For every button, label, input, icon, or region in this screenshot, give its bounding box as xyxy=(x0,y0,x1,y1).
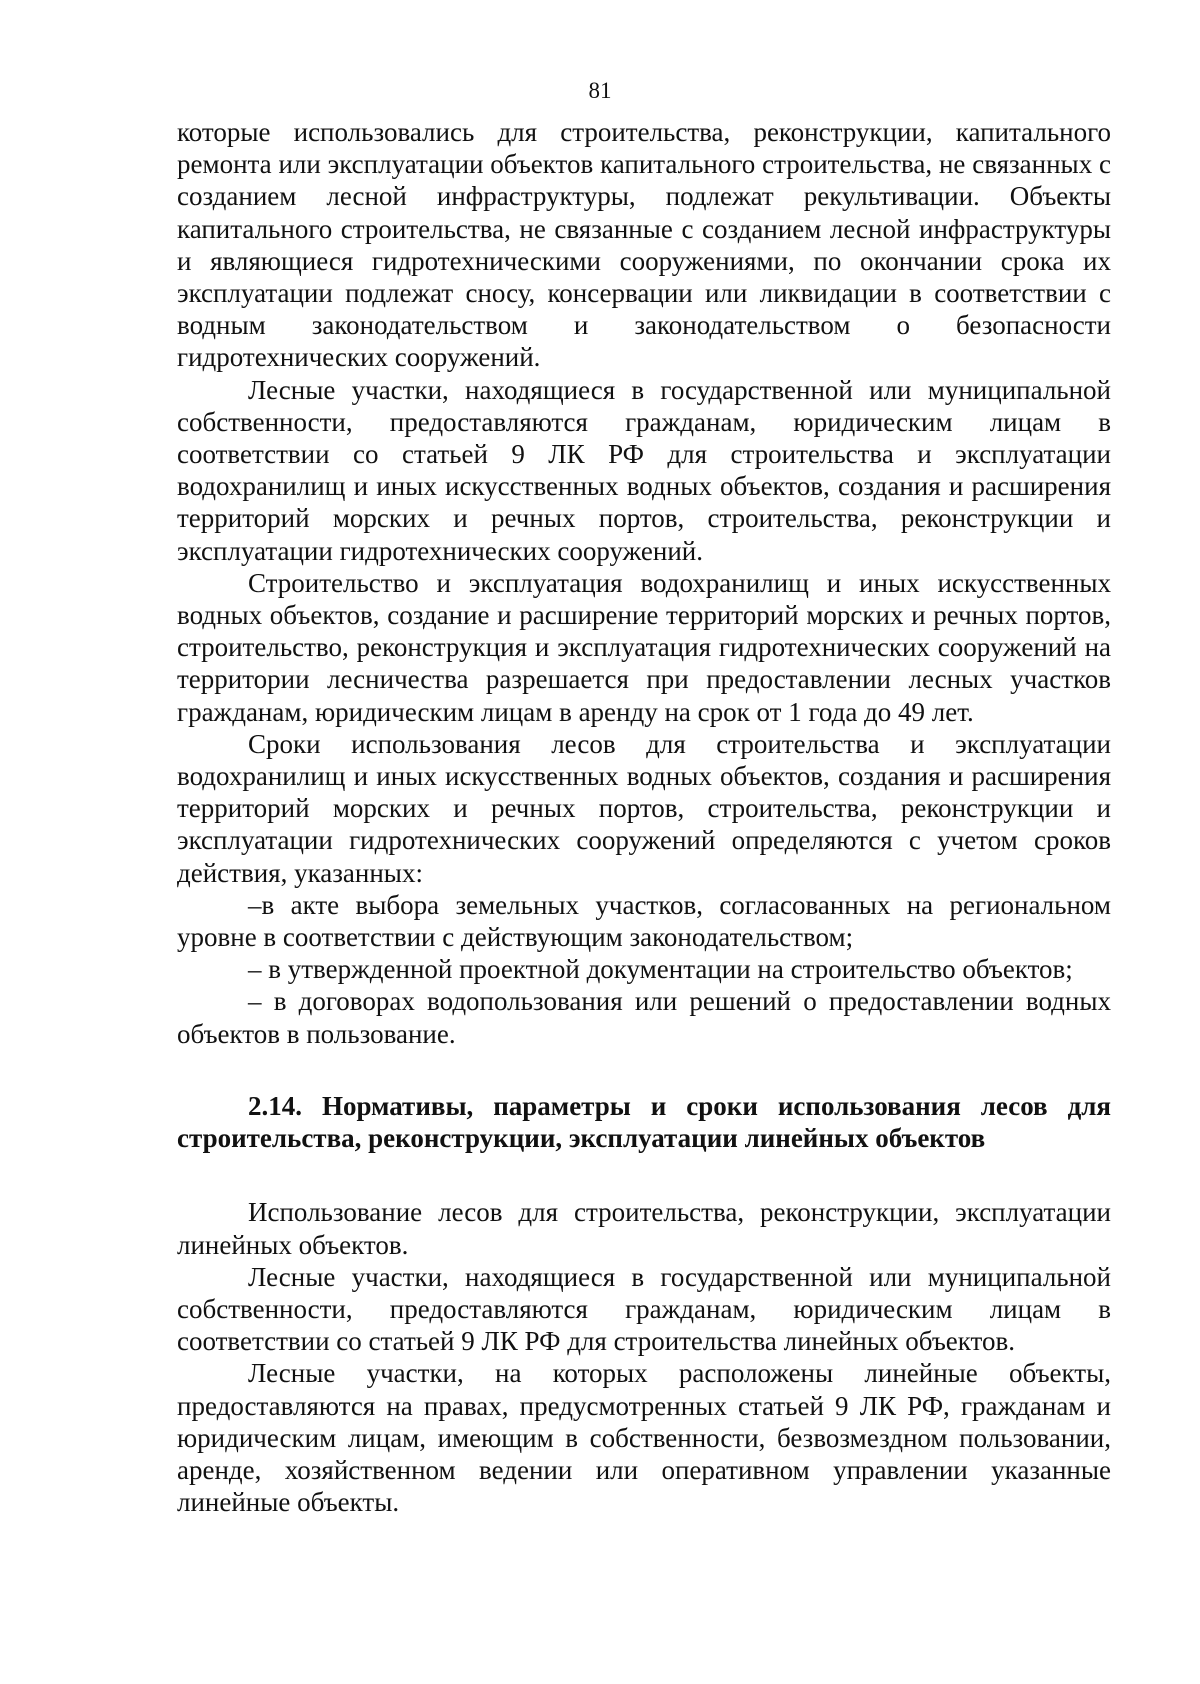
list-item: –в акте выбора земельных участков, согласованных на региональном уровне в соответствии с действующим законодательством; xyxy=(177,889,1111,953)
paragraph: Лесные участки, находящиеся в государственной или муниципальной собственности, предоставляются гражданам, юридическим лицам в соответствии со статьей 9 ЛК РФ для строительства линейных объектов. xyxy=(177,1261,1111,1357)
document-body xyxy=(177,116,1111,1518)
paragraph: Лесные участки, находящиеся в государственной или муниципальной собственности, предоставляются гражданам, юридическим лицам в соответствии со статьей 9 ЛК РФ для строительства и эксплуатации водохранилищ и иных искусственных водных объектов, создания и расширения территорий морских и речных портов, строительства, реконструкции и эксплуатации гидротехнических сооружений. xyxy=(177,374,1111,566)
paragraph-continuation: которые использовались для строительства, реконструкции, капитального ремонта или эксплуатации объектов капитального строительства, не связанных с созданием лесной инфраструктуры, подлежат рекультивации. Объекты капитального строительства, не связанные с созданием лесной инфраструктуры и являющиеся гидротехническими сооружениями, по окончании срока их эксплуатации подлежат сносу, консервации или ликвидации в соответствии с водным законодательством и законодательством о безопасности гидротехнических сооружений. xyxy=(177,117,1111,373)
paragraph: Строительство и эксплуатация водохранилищ и иных искусственных водных объектов, создание и расширение территорий морских и речных портов, строительство, реконструкция и эксплуатация гидротехнических сооружений на территории лесничества разрешается при предоставлении лесных участков гражданам, юридическим лицам в аренду на срок от 1 года до 49 лет. xyxy=(177,567,1111,727)
section-heading: 2.14. Нормативы, параметры и сроки использования лесов для строительства, реконструкции, эксплуатации линейных объектов xyxy=(177,1090,1111,1154)
paragraph: Лесные участки, на которых расположены линейные объекты, предоставляются на правах, предусмотренных статьей 9 ЛК РФ, гражданам и юридическим лицам, имеющим в собственности, безвозмездном пользовании, аренде, хозяйственном ведении или оперативном управлении указанные линейные объекты. xyxy=(177,1358,1111,1518)
page-number: 81 xyxy=(588,78,612,103)
list-item: – в договорах водопользования или решений о предоставлении водных объектов в пользование. xyxy=(177,986,1111,1049)
paragraph: Сроки использования лесов для строительства и эксплуатации водохранилищ и иных искусственных водных объектов, создания и расширения территорий морских и речных портов, строительства, реконструкции и эксплуатации гидротехнических сооружений определяются с учетом сроков действия, указанных: xyxy=(177,728,1111,888)
list-item: – в утвержденной проектной документации на строительство объектов; xyxy=(248,954,1073,985)
paragraph: Использование лесов для строительства, реконструкции, эксплуатации линейных объектов. xyxy=(177,1197,1111,1260)
